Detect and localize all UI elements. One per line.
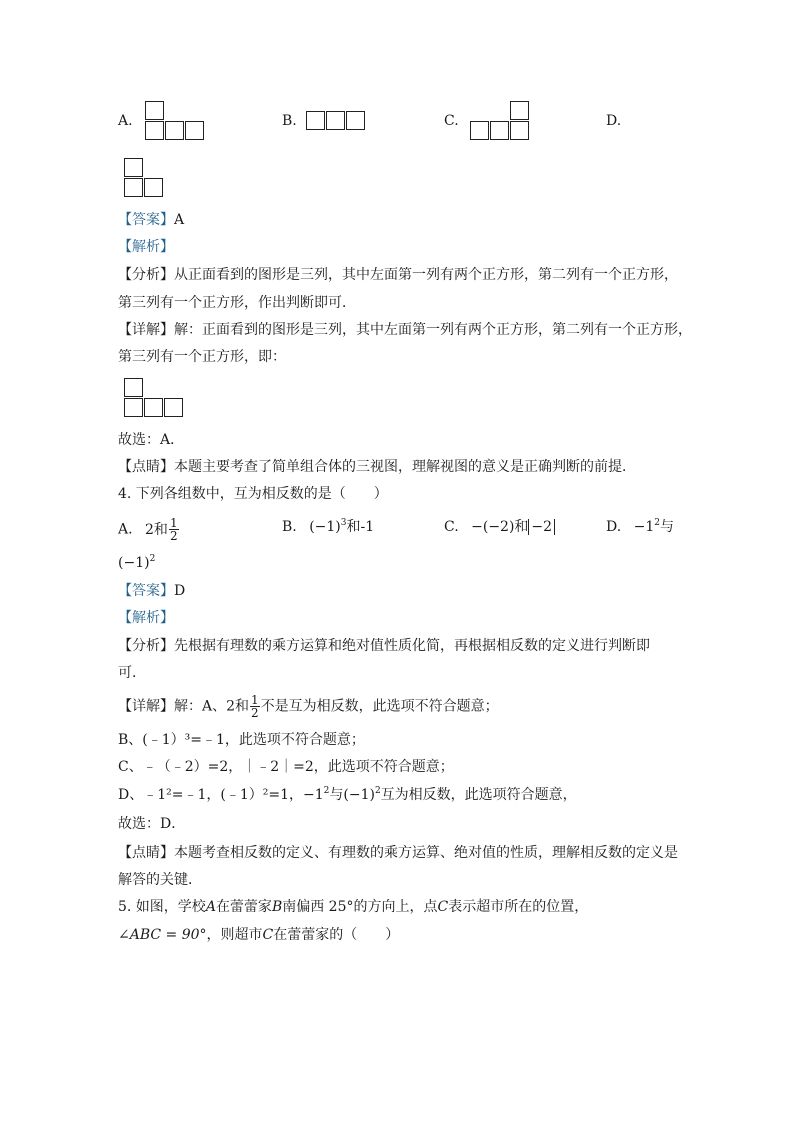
option-base: (−1) (118, 555, 150, 571)
grid-cell (144, 398, 163, 417)
option-label: C. (444, 519, 459, 535)
detail-n-exponent: 2 (374, 786, 381, 796)
q3-option-c-label: C. (444, 113, 459, 129)
option-exponent: 3 (340, 518, 347, 528)
detail-m: −1 (303, 787, 324, 803)
q3-option-a-label: A. (118, 113, 133, 129)
q5-stem-line1 (118, 897, 588, 917)
grid-cell (346, 111, 365, 130)
fraction (169, 517, 179, 542)
q4-option-d (606, 517, 674, 537)
grid-cell (326, 111, 345, 130)
point-c: C (262, 927, 274, 943)
option-exponent: 2 (654, 518, 661, 528)
option-post: 与 (660, 519, 675, 535)
grid-cell (124, 178, 143, 197)
point-b: B (271, 899, 283, 915)
fenxi-tag: 【分析】 (118, 267, 174, 283)
grid-cell (510, 121, 529, 140)
answer-tag: 【答案】 (118, 212, 174, 228)
q4-analysis (118, 608, 174, 628)
fraction-numerator: 1 (251, 693, 259, 707)
detail-tag: 【详解】 (118, 698, 174, 715)
q3-detail-line2: 第三列有一个正方形，即： (118, 349, 286, 365)
option-post: 和-1 (346, 519, 375, 535)
grid-cell (124, 378, 143, 397)
grid-cell (144, 178, 163, 197)
fraction-denominator: 2 (251, 706, 259, 720)
q3-option-d-label: D. (606, 113, 622, 129)
q4-fenxi-line2: 可． (118, 665, 146, 681)
q4-stem: 4. 下列各组数中，互为相反数的是（ ） (118, 486, 388, 502)
option-exponent: 2 (149, 554, 156, 564)
stem-text: ，则超市 (206, 927, 263, 943)
detail-tag: 【详解】 (118, 322, 174, 338)
q4-option-a (118, 517, 180, 542)
q5-stem-line2 (118, 925, 399, 945)
q4-fenxi-line1 (118, 636, 650, 656)
grid-cell (145, 121, 164, 140)
stem-text: 在蕾蕾家的（ ） (273, 927, 400, 943)
detail-post: 互为相反数，此选项符合题意， (380, 787, 577, 803)
q4-comment-line1 (118, 843, 678, 863)
stem-text: 在蕾蕾家 (215, 899, 272, 915)
q3-fenxi-line1 (118, 265, 678, 285)
answer-value: D (174, 583, 186, 599)
absolute-value: −2 (528, 519, 555, 535)
q4-answer (118, 581, 185, 601)
detail-m-exponent: 2 (323, 786, 330, 796)
detail-n: (−1) (343, 787, 375, 803)
angle-expression: ∠ABC = 90° (118, 927, 207, 943)
comment-tag: 【点睛】 (118, 845, 174, 861)
q4-choose: 故选：D． (118, 816, 186, 832)
grid-cell (124, 398, 143, 417)
q4-detail-d (118, 785, 577, 805)
q4-option-d-continued (118, 553, 155, 573)
grid-cell (470, 121, 489, 140)
analysis-tag: 【解析】 (118, 610, 174, 626)
q4-option-c (444, 517, 555, 537)
q3-analysis (118, 237, 174, 257)
grid-cell (145, 101, 164, 120)
q4-option-b (282, 517, 374, 537)
option-label: B. (282, 519, 297, 535)
stem-text: 表示超市所在的位置， (448, 899, 589, 915)
point-a: A (205, 899, 216, 915)
fenxi-tag: 【分析】 (118, 638, 174, 654)
q3-detail-line1 (118, 320, 692, 340)
grid-cell (164, 398, 183, 417)
option-label: D. (606, 519, 622, 535)
grid-cell (510, 101, 529, 120)
q4-detail-c: C、﹣（﹣2）=2，｜﹣2｜=2，此选项不符合题意； (118, 759, 454, 775)
grid-cell (124, 158, 143, 177)
fenxi-text: 从正面看到的图形是三列，其中左面第一列有两个正方形，第二列有一个正方形， (174, 267, 678, 283)
fraction-numerator: 1 (169, 516, 178, 530)
comment-text: 本题考查相反数的定义、有理数的乘方运算、绝对值的性质，理解相反数的定义是 (174, 845, 678, 861)
analysis-tag: 【解析】 (118, 239, 174, 255)
q4-detail-b: B、(﹣1）³=﹣1，此选项不符合题意； (118, 732, 365, 748)
comment-text: 本题主要考查了简单组合体的三视图，理解视图的意义是正确判断的前提． (174, 459, 636, 475)
answer-value: A (174, 212, 185, 228)
detail-text: 解：正面看到的图形是三列，其中左面第一列有两个正方形，第二列有一个正方形， (174, 322, 692, 338)
grid-cell (185, 121, 204, 140)
option-pre: −1 (633, 519, 655, 535)
fraction-denominator: 2 (169, 529, 178, 543)
comment-tag: 【点睛】 (118, 459, 174, 475)
point-c: C (437, 899, 449, 915)
q4-comment-line2: 解答的关键． (118, 872, 202, 888)
answer-tag: 【答案】 (118, 583, 174, 599)
q3-option-b-label: B. (282, 113, 297, 129)
fenxi-text: 先根据有理数的乘方运算和绝对值性质化简，再根据相反数的定义进行判断即 (174, 638, 650, 654)
detail-mid: 与 (329, 787, 344, 803)
detail-pre: D、﹣1²=﹣1，(﹣1）²=1， (118, 787, 304, 803)
stem-text: 5. 如图，学校 (118, 899, 206, 915)
detail-post: 不是互为相反数，此选项不符合题意； (260, 698, 499, 715)
q3-choose: 故选：A． (118, 432, 185, 448)
q3-fenxi-line2: 第三列有一个正方形，作出判断即可． (118, 295, 356, 311)
q3-answer (118, 210, 184, 230)
detail-pre: 解：A、2和 (174, 698, 250, 715)
grid-cell (165, 121, 184, 140)
stem-text: 南偏西 25°的方向上，点 (282, 899, 438, 915)
q4-detail-a (118, 694, 499, 719)
fraction (250, 694, 260, 719)
option-pre: −(−2)和 (471, 519, 529, 535)
grid-cell (490, 121, 509, 140)
option-base: (−1) (309, 519, 341, 535)
option-label: A. (118, 521, 133, 538)
grid-cell (306, 111, 325, 130)
option-pre: 2和 (145, 521, 168, 538)
q3-comment (118, 457, 636, 477)
